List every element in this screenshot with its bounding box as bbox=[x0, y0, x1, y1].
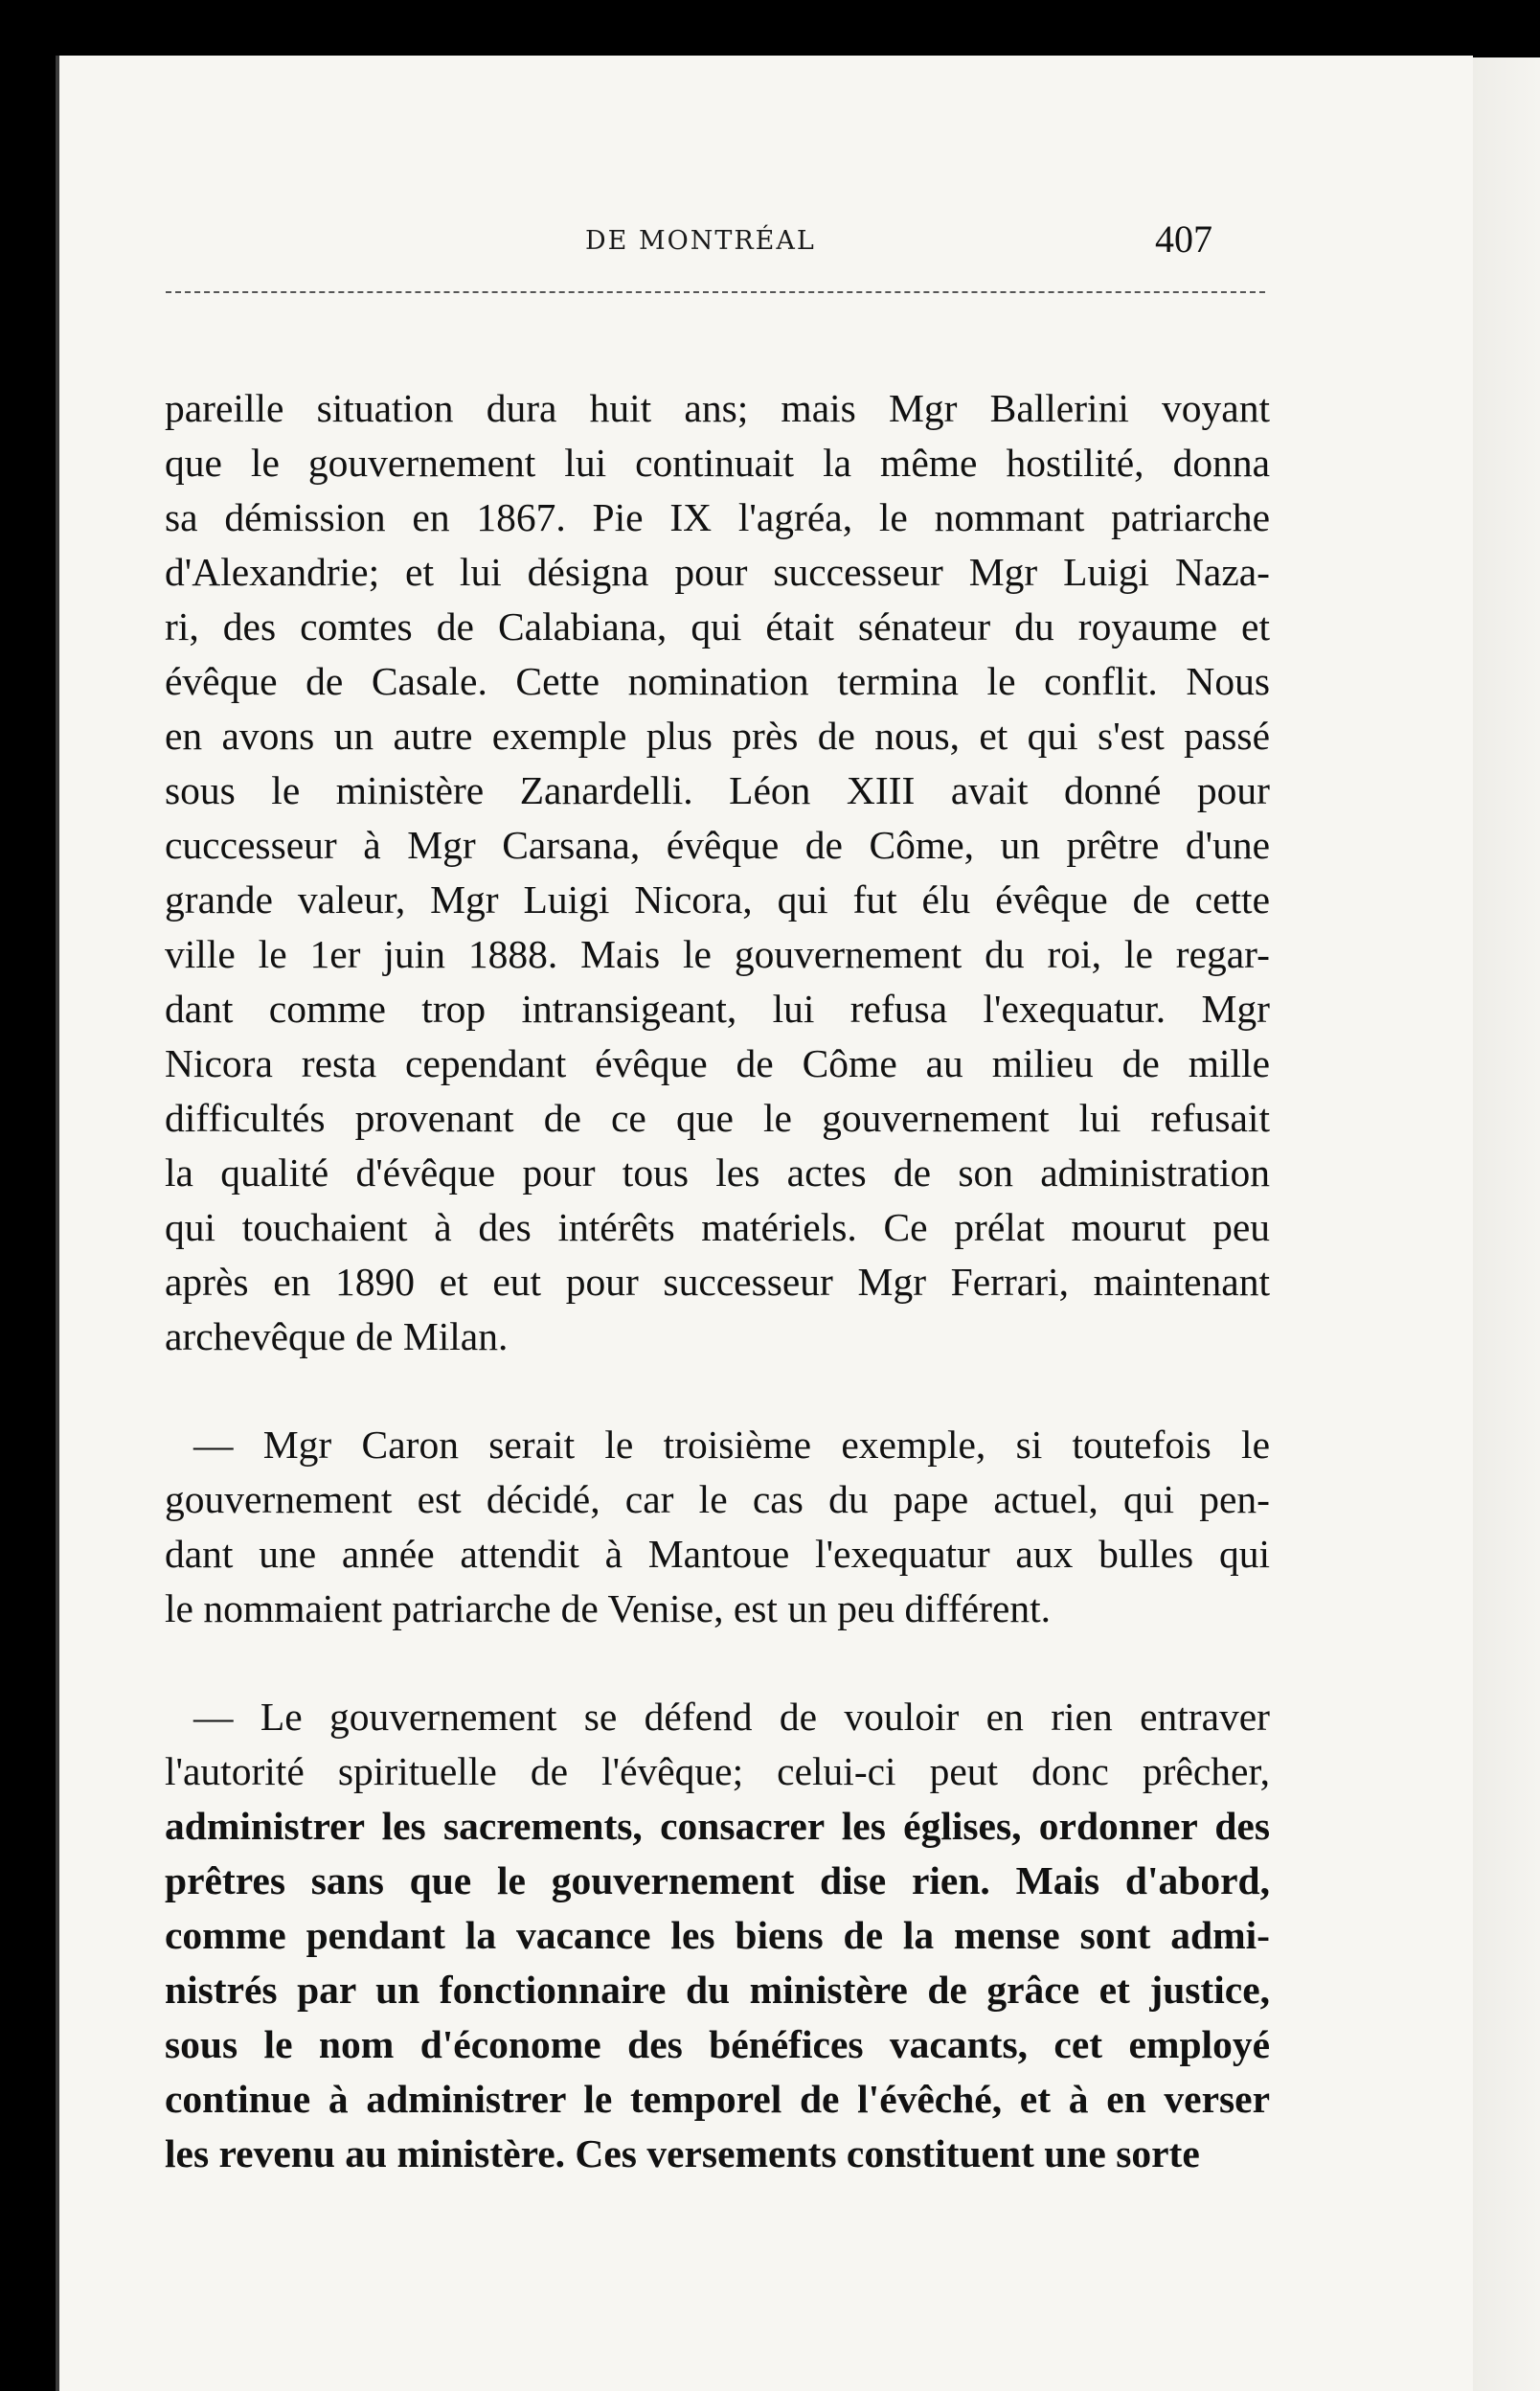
text-line: évêque de Casale. Cette nomination termina le conflit. Nous bbox=[165, 659, 1270, 703]
text-line: prêtres sans que le gouvernement dise rien. Mais d'abord, bbox=[165, 1858, 1270, 1902]
text-line: sous le nom d'économe des bénéfices vacants, cet employé bbox=[165, 2022, 1270, 2066]
text-line: continue à administrer le temporel de l'évêché, et à en verser bbox=[165, 2077, 1270, 2121]
text-line: Nicora resta cependant évêque de Côme au milieu de mille bbox=[165, 1041, 1270, 1085]
text-line: la qualité d'évêque pour tous les actes de son administration bbox=[165, 1150, 1270, 1195]
text-line: ville le 1er juin 1888. Mais le gouvernement du roi, le regar- bbox=[165, 932, 1270, 976]
text-line: cuccesseur à Mgr Carsana, évêque de Côme, un prêtre d'une bbox=[165, 823, 1270, 867]
text-line: l'autorité spirituelle de l'évêque; celui-ci peut donc prêcher, bbox=[165, 1749, 1270, 1793]
text-line: d'Alexandrie; et lui désigna pour successeur Mgr Luigi Naza- bbox=[165, 550, 1270, 594]
text-line: sa démission en 1867. Pie IX l'agréa, le nommant patriarche bbox=[165, 495, 1270, 539]
text-line: après en 1890 et eut pour successeur Mgr Ferrari, maintenant bbox=[165, 1260, 1270, 1304]
text-line: administrer les sacrements, consacrer les églises, ordonner des bbox=[165, 1804, 1270, 1848]
text-line: grande valeur, Mgr Luigi Nicora, qui fut élu évêque de cette bbox=[165, 877, 1270, 922]
header-rule bbox=[166, 291, 1265, 293]
text-line: dant comme trop intransigeant, lui refusa l'exequatur. Mgr bbox=[165, 987, 1270, 1031]
text-line: comme pendant la vacance les biens de la mense sont admi- bbox=[165, 1913, 1270, 1957]
page-left-edge bbox=[56, 56, 59, 2391]
text-line: sous le ministère Zanardelli. Léon XIII avait donné pour bbox=[165, 768, 1270, 812]
text-line: ri, des comtes de Calabiana, qui était sénateur du royaume et bbox=[165, 604, 1270, 649]
text-line: dant une année attendit à Mantoue l'exequatur aux bulles qui bbox=[165, 1532, 1270, 1576]
text-line: qui touchaient à des intérêts matériels. Ce prélat mourut peu bbox=[165, 1205, 1270, 1249]
paragraph bbox=[165, 1418, 1270, 1636]
text-line: archevêque de Milan. bbox=[165, 1314, 509, 1358]
book-page bbox=[56, 56, 1473, 2391]
text-line: en avons un autre exemple plus près de nous, et qui s'est passé bbox=[165, 714, 1270, 758]
text-line: difficultés provenant de ce que le gouvernement lui refusait bbox=[165, 1096, 1270, 1140]
text-line: — Mgr Caron serait le troisième exemple, si toutefois le bbox=[193, 1423, 1270, 1467]
paragraph bbox=[165, 381, 1270, 1364]
text-line: les revenu au ministère. Ces versements constituent une sorte bbox=[165, 2131, 1200, 2175]
text-line: — Le gouvernement se défend de vouloir en rien entraver bbox=[193, 1695, 1270, 1739]
text-line: pareille situation dura huit ans; mais Mgr Ballerini voyant bbox=[165, 386, 1270, 430]
body-text bbox=[165, 381, 1270, 2181]
text-line: nistrés par un fonctionnaire du ministère de grâce et justice, bbox=[165, 1968, 1270, 2012]
text-line: le nommaient patriarche de Venise, est un peu différent. bbox=[165, 1586, 1051, 1630]
page-header bbox=[56, 56, 1473, 305]
page-number: 407 bbox=[1155, 217, 1212, 261]
paragraph bbox=[165, 1690, 1270, 2181]
running-head: DE MONTRÉAL bbox=[585, 226, 816, 256]
text-line: que le gouvernement lui continuait la même hostilité, donna bbox=[165, 441, 1270, 485]
text-line: gouvernement est décidé, car le cas du pape actuel, qui pen- bbox=[165, 1477, 1270, 1521]
